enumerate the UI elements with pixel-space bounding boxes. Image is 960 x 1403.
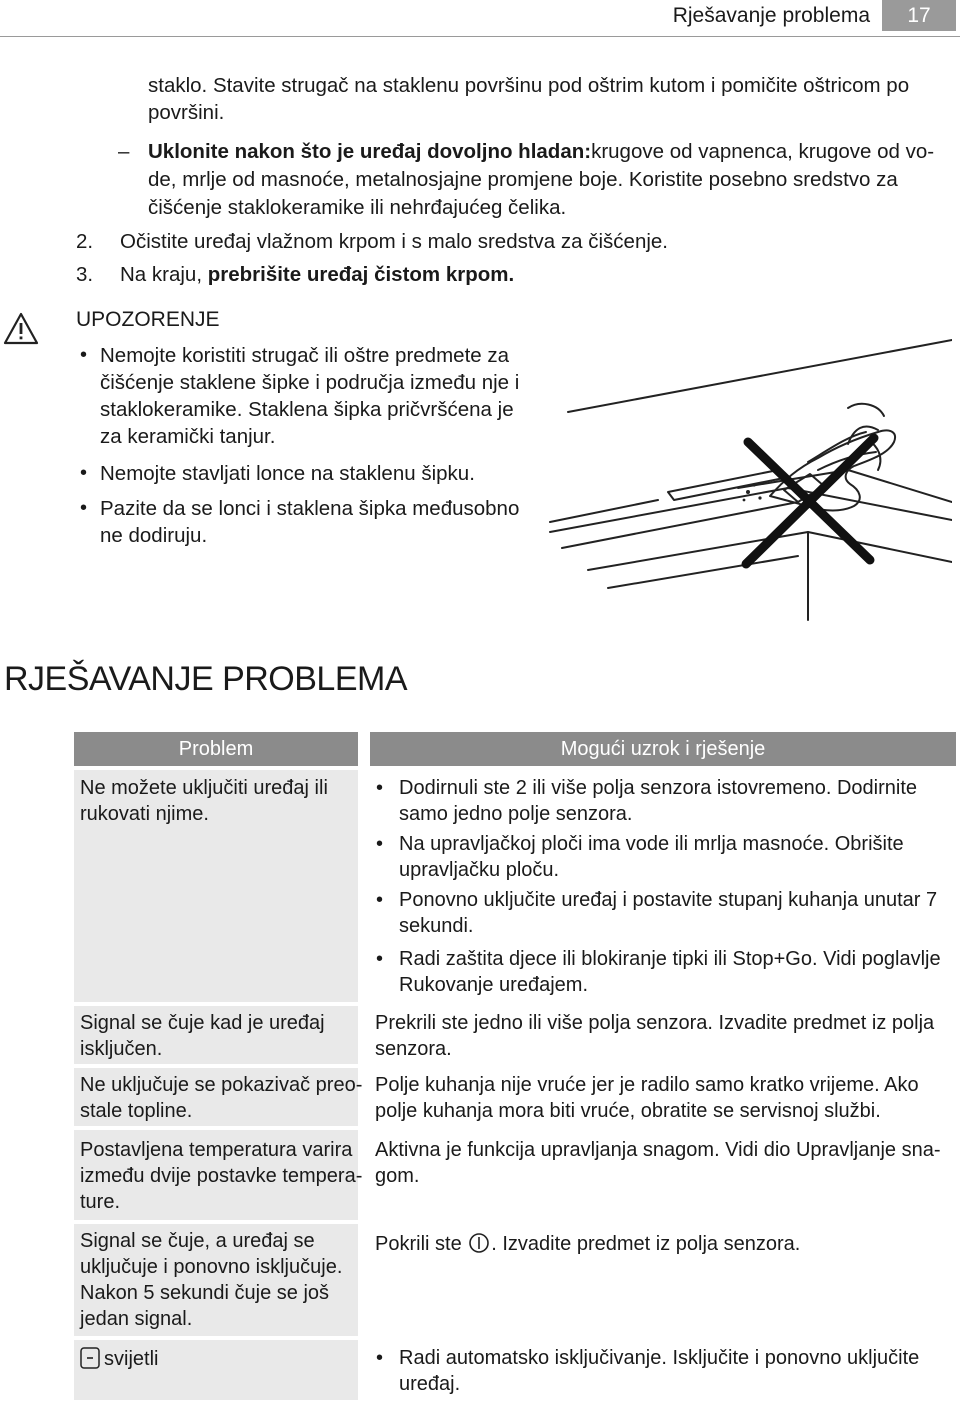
table-row-3-solution-line-2: polje kuhanja mora biti vruće, obratite se servisnoj službi.: [375, 1100, 881, 1122]
table-row-5-problem-line-2: uključuje i ponovno isključuje.: [80, 1256, 343, 1278]
intro-line-1: staklo. Stavite strugač na staklenu površinu pod oštrim kutom i pomičite oštricom po: [148, 74, 910, 97]
table-row-5-problem-line-3: Nakon 5 sekundi čuje se još: [80, 1282, 330, 1304]
step-3-bold: prebrišite uređaj čistom krpom.: [207, 263, 515, 286]
table-row-4-problem-line-2: između dvije postavke tempera-: [80, 1165, 363, 1187]
table-row-2-solution-line-1: Prekrili ste jedno ili više polja senzora. Izvadite predmet iz polja: [375, 1012, 935, 1034]
table-row-3-solution-line-1: Polje kuhanja nije vruće jer je radilo samo kratko vrijeme. Ako: [375, 1074, 919, 1096]
table-row-1-sol-4-line-2: Rukovanje uređajem.: [399, 974, 588, 996]
warning-bullet-3-line-1: Pazite da se lonci i staklena šipka međusobno: [100, 497, 520, 520]
table-row-1-sol-2-line-2: upravljačku ploču.: [399, 859, 560, 881]
section-title: RJEŠAVANJE PROBLEMA: [4, 660, 408, 698]
table-row-1-sol-3-line-1: Ponovno uključite uređaj i postavite stupanj kuhanja unutar 7: [399, 889, 938, 911]
minus-display-icon: [80, 1347, 100, 1369]
step-3-pre: Na kraju,: [120, 263, 208, 286]
step-3-text: [120, 261, 514, 288]
warning-bullet-3-dot: •: [80, 497, 88, 519]
table-row-1-sol-3-line-2: sekundi.: [399, 915, 474, 937]
warning-bullet-2-dot: •: [80, 462, 88, 484]
table-row-1-sol-1-dot: •: [376, 777, 384, 799]
table-row-4-problem-line-1: Postavljena temperatura varira: [80, 1139, 353, 1161]
warning-bullet-1-line-1: Nemojte koristiti strugač ili oštre predmete za: [100, 344, 510, 367]
table-row-1-sol-3-dot: •: [376, 889, 384, 911]
dash-item-line-3: čišćenje staklokeramike ili nehrđajućeg čelika.: [148, 196, 567, 219]
table-row-1-sol-1-line-2: samo jedno polje senzora.: [399, 803, 633, 825]
warning-bullet-1-dot: •: [80, 344, 88, 366]
on-off-sensor-icon: [469, 1232, 489, 1254]
table-row-1-sol-2-line-1: Na upravljačkoj ploči ima vode ili mrlja masnoće. Obrišite: [399, 833, 904, 855]
dash-item-bold: Uklonite nakon što je uređaj dovoljno hladan:: [148, 140, 592, 163]
table-row-1-problem-line-2: rukovati njime.: [80, 803, 209, 825]
table-row-6-solution-line-2: uređaj.: [399, 1373, 461, 1395]
table-header-solution: Mogući uzrok i rješenje: [370, 732, 956, 766]
table-row-6-problem: [80, 1346, 158, 1372]
scraper-prohibited-illustration: [548, 320, 952, 626]
table-row-5-problem-line-1: Signal se čuje, a uređaj se: [80, 1230, 315, 1252]
table-row-1-sol-4-dot: •: [376, 948, 384, 970]
dash-item-line-2: de, mrlje od masnoće, metalnosjajne promjene boje. Koristite posebno sredstvo za: [148, 168, 898, 191]
table-row-5-solution-pre: Pokrili ste: [375, 1233, 462, 1255]
table-row-6-problem-text: svijetli: [104, 1348, 159, 1370]
running-header-title: Rješavanje problema: [672, 4, 870, 27]
warning-bullet-2-line-1: Nemojte stavljati lonce na staklenu šipku.: [100, 462, 475, 485]
table-row-4-solution-line-2: gom.: [375, 1165, 420, 1187]
dash-item-line-1: [148, 138, 934, 165]
table-row-2-problem-line-1: Signal se čuje kad je uređaj: [80, 1012, 325, 1034]
table-row-2-problem-line-2: isključen.: [80, 1038, 163, 1060]
table-row-1-sol-4-line-1: Radi zaštita djece ili blokiranje tipki ili Stop+Go. Vidi poglavlje: [399, 948, 941, 970]
warning-title: UPOZORENJE: [76, 308, 220, 331]
table-row-5-solution: [375, 1231, 800, 1257]
table-row-3-problem-line-2: stale topline.: [80, 1100, 193, 1122]
step-2-text: Očistite uređaj vlažnom krpom i s malo sredstva za čišćenje.: [120, 230, 669, 253]
warning-bullet-3-line-2: ne dodiruju.: [100, 524, 208, 547]
table-row-6-sol-dot: •: [376, 1347, 384, 1369]
warning-bullet-1-line-2: čišćenje staklene šipke i područja između nje i: [100, 371, 520, 394]
table-row-1-problem-line-1: Ne možete uključiti uređaj ili: [80, 777, 328, 799]
step-2-number: 2.: [76, 230, 94, 253]
warning-bullet-1-line-4: za keramički tanjur.: [100, 425, 276, 448]
table-row-1-sol-1-line-1: Dodirnuli ste 2 ili više polja senzora istovremeno. Dodirnite: [399, 777, 918, 799]
page-number: 17: [882, 0, 956, 31]
table-row-3-problem-line-1: Ne uključuje se pokazivač preo-: [80, 1074, 363, 1096]
table-row-1-sol-2-dot: •: [376, 833, 384, 855]
table-row-5-solution-post: . Izvadite predmet iz polja senzora.: [491, 1233, 801, 1255]
header-rule: [0, 36, 960, 37]
intro-line-2: površini.: [148, 101, 225, 124]
step-3-number: 3.: [76, 263, 94, 286]
table-row-2-solution-line-2: senzora.: [375, 1038, 452, 1060]
dash-item-rest: krugove od vapnenca, krugove od vo-: [591, 140, 935, 163]
table-header-problem: Problem: [74, 732, 358, 766]
dash-marker: –: [118, 140, 130, 163]
table-row-4-problem-line-3: ture.: [80, 1191, 121, 1213]
table-row-6-solution-line-1: Radi automatsko isključivanje. Isključite i ponovno uključite: [399, 1347, 920, 1369]
table-row-4-solution-line-1: Aktivna je funkcija upravljanja snagom. Vidi dio Upravljanje sna-: [375, 1139, 941, 1161]
warning-triangle-icon: [3, 312, 39, 346]
table-row-5-problem-line-4: jedan signal.: [80, 1308, 193, 1330]
warning-bullet-1-line-3: staklokeramike. Staklena šipka pričvršćena je: [100, 398, 514, 421]
